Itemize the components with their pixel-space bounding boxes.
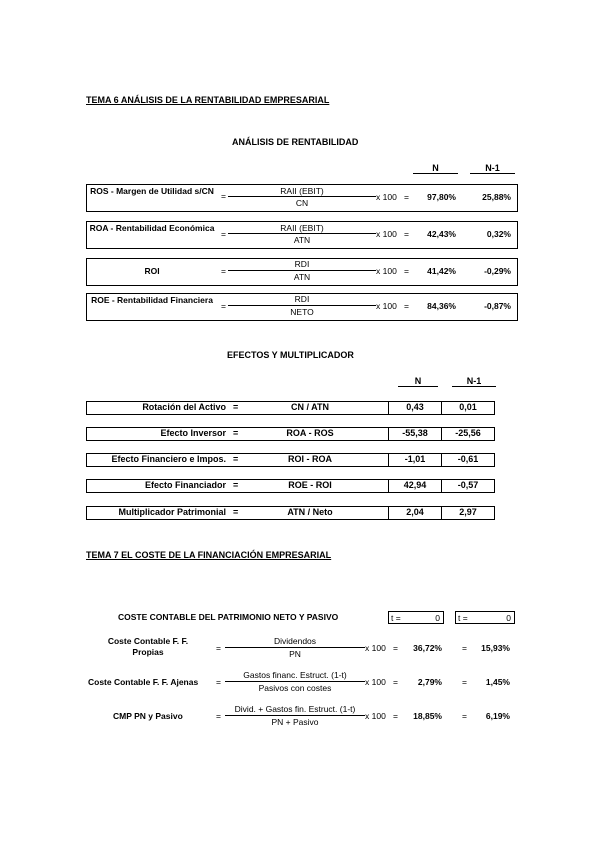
coste-eq0: = [216,711,221,721]
efecto-eq: = [233,402,239,412]
row-value-n1: -0,29% [484,266,511,276]
coste-value-n: 18,85% [413,711,442,721]
efecto-label: Efecto Inversor [160,428,226,438]
row-label: ROA - Rentabilidad Económica [89,223,215,233]
tema7-title: TEMA 7 EL COSTE DE LA FINANCIACIÓN EMPRESARIAL [86,550,332,560]
row-denominator: CN [295,198,309,208]
coste-eq2: = [462,677,467,687]
efecto-formula: ATN / Neto [287,507,333,517]
coste-title: COSTE CONTABLE DEL PATRIMONIO NETO Y PASIVO [118,612,339,622]
analisis-col-n: N [413,163,458,174]
efecto-label: Efecto Financiador [144,480,226,490]
coste-eq: = [393,711,398,721]
coste-eq0: = [216,677,221,687]
coste-value-n1: 1,45% [485,677,510,687]
efecto-value-n: 0,43 [406,402,424,412]
row-numerator: RDI [294,294,310,304]
coste-mult: x 100 [365,711,386,721]
coste-eq0: = [216,643,221,653]
efecto-value-n1: 2,97 [459,507,477,517]
efecto-label: Multiplicador Patrimonial [118,507,226,517]
efecto-eq: = [233,507,239,517]
row-eq0: = [221,301,226,311]
efecto-label: Efecto Financiero e Impos. [111,454,226,464]
row-numerator: RAII (EBIT) [280,223,324,233]
coste-numerator: Dividendos [273,636,317,646]
tema6-title: TEMA 6 ANÁLISIS DE LA RENTABILIDAD EMPRESARIAL [86,95,330,105]
t1-label: t = [391,613,401,623]
efecto-eq: = [233,480,239,490]
coste-value-n1: 6,19% [485,711,510,721]
coste-value-n: 2,79% [417,677,442,687]
row-denominator: NETO [290,307,314,317]
t2-value: 0 [506,613,511,623]
t2-label: t = [458,613,468,623]
row-value-n: 41,42% [427,266,456,276]
row-value-n: 84,36% [427,301,456,311]
row-label: ROE - Rentabilidad Financiera [91,295,213,305]
coste-value-n: 36,72% [413,643,442,653]
efectos-col-n: N [398,376,438,387]
row-mult: x 100 [376,192,397,202]
coste-denominator: PN [289,649,301,659]
efecto-formula: CN / ATN [291,402,329,412]
row-mult: x 100 [376,229,397,239]
row-value-n: 42,43% [427,229,456,239]
efecto-value-n: -55,38 [402,428,428,438]
efecto-value-n1: 0,01 [459,402,477,412]
efecto-formula: ROA - ROS [286,428,334,438]
row-numerator: RDI [294,259,310,269]
row-eq0: = [221,229,226,239]
row-eq: = [404,192,409,202]
coste-denominator: PN + Pasivo [271,717,319,727]
coste-label: CMP PN y Pasivo [113,711,183,721]
row-value-n1: 0,32% [486,229,511,239]
efecto-value-n1: -0,61 [457,454,479,464]
coste-numerator: Gastos financ. Estruct. (1-t) [243,670,347,680]
efecto-value-n: -1,01 [404,454,426,464]
coste-label: Coste Contable F. F. Ajenas [88,677,199,687]
efecto-value-n1: -0,57 [457,480,479,490]
efecto-value-n: 42,94 [403,480,427,490]
coste-label: Coste Contable F. F. Propias [107,636,189,657]
coste-mult: x 100 [365,677,386,687]
row-mult: x 100 [376,266,397,276]
row-mult: x 100 [376,301,397,311]
row-eq0: = [221,266,226,276]
row-eq: = [404,229,409,239]
t1-input[interactable] [388,611,444,624]
row-denominator: ATN [293,272,311,282]
analisis-title: ANÁLISIS DE RENTABILIDAD [232,137,359,147]
efecto-formula: ROI - ROA [288,454,332,464]
row-eq: = [404,301,409,311]
analisis-col-n1: N-1 [470,163,515,174]
efecto-value-n: 2,04 [406,507,424,517]
coste-eq: = [393,643,398,653]
t1-value: 0 [435,613,440,623]
efecto-label: Rotación del Activo [142,402,226,412]
efecto-eq: = [233,454,239,464]
t2-input[interactable] [455,611,515,624]
row-eq: = [404,266,409,276]
row-label: ROS - Margen de Utilidad s/CN [90,186,214,196]
efectos-col-n1: N-1 [452,376,496,387]
row-label: ROI [144,266,160,276]
coste-eq2: = [462,643,467,653]
coste-mult: x 100 [365,643,386,653]
row-value-n: 97,80% [427,192,456,202]
coste-value-n1: 15,93% [481,643,510,653]
row-eq0: = [221,191,226,201]
efectos-title: EFECTOS Y MULTIPLICADOR [227,350,354,360]
efecto-eq: = [233,428,239,438]
row-value-n1: 25,88% [482,192,511,202]
coste-numerator: Divid. + Gastos fin. Estruct. (1-t) [234,704,356,714]
coste-eq: = [393,677,398,687]
row-denominator: ATN [293,235,311,245]
coste-eq2: = [462,711,467,721]
row-value-n1: -0,87% [484,301,511,311]
row-numerator: RAII (EBIT) [280,186,324,196]
efecto-formula: ROE - ROI [288,480,332,490]
efecto-value-n1: -25,56 [455,428,481,438]
coste-denominator: Pasivos con costes [258,683,332,693]
